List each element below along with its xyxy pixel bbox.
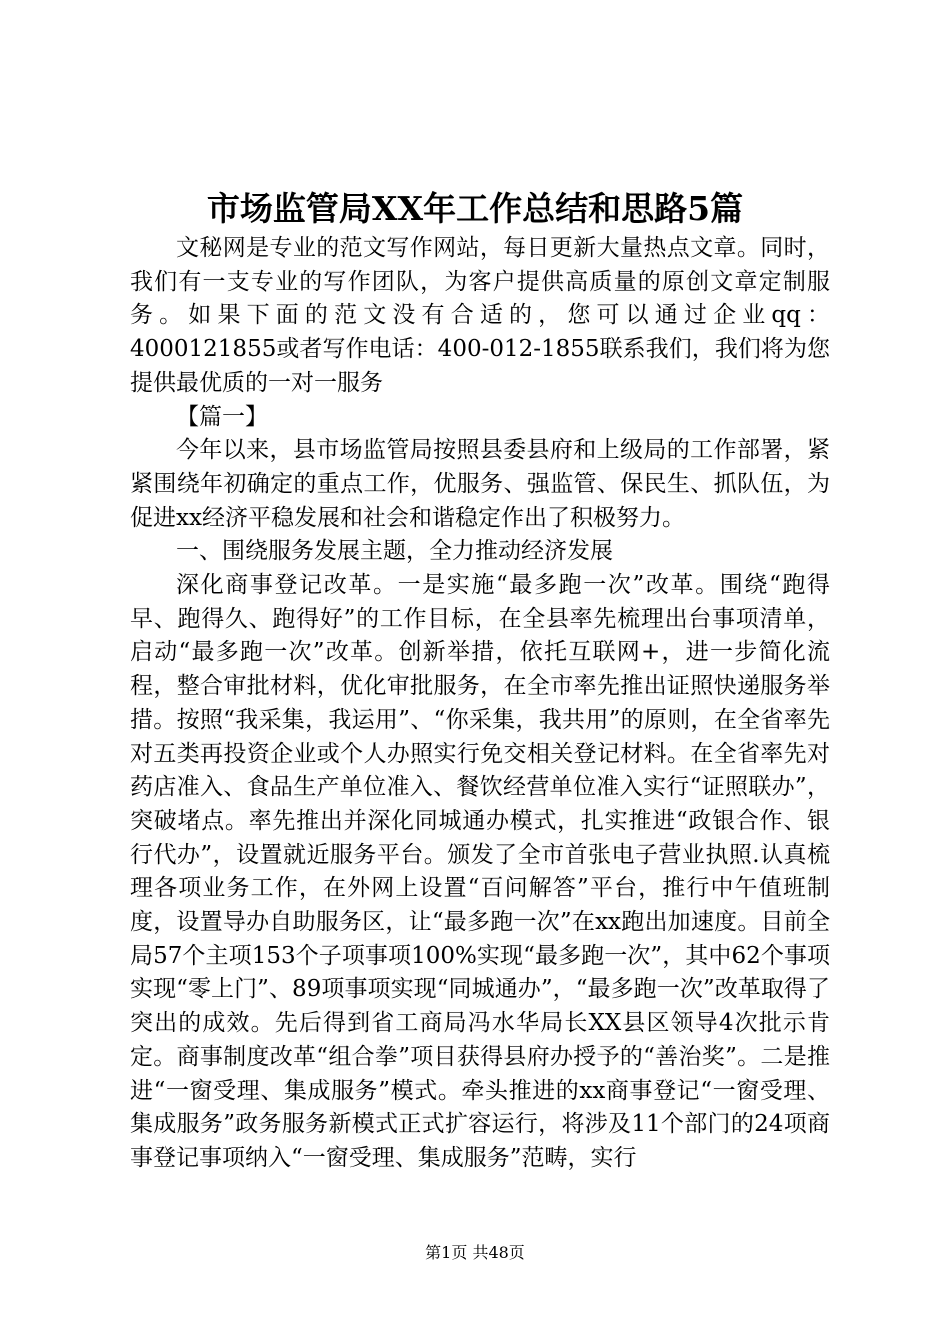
page-footer: 第1页 共48页 — [425, 1243, 525, 1262]
intro-paragraph: 文秘网是专业的范文写作网站，每日更新大量热点文章。同时，我们有一支专业的写作团队，为客户提供高质量的原创文章定制服务。如果下面的范文没有合适的，您可以通过企业qq：4000121855或者写作电话：400-012-1855联系我们，我们将为您提供最优质的一对一服务 — [130, 235, 830, 396]
document-body — [130, 232, 830, 1176]
body-paragraph: 深化商事登记改革。一是实施“最多跑一次”改革。围绕“跑得早、跑得久、跑得好”的工作目标，在全县率先梳理出台事项清单，启动“最多跑一次”改革。创新举措，依托互联网+，进一步简化流程，整合审批材料，优化审批服务，在全市率先推出证照快递服务举措。按照“我采集，我运用”、“你采集，我共用”的原则，在全省率先对五类再投资企业或个人办照实行免交相关登记材料。在全省率先对药店准入、食品生产单位准入、餐饮经营单位准入实行“证照联办”，突破堵点。率先推出并深化同城通办模式，扎实推进“政银合作、银行代办”，设置就近服务平台。颁发了全市首张电子营业执照.认真梳理各项业务工作，在外网上设置“百问解答”平台，推行中午值班制度，设置导办自助服务区，让“最多跑一次”在xx跑出加速度。目前全局57个主项153个子项事项100%实现“最多跑一次”，其中62个事项实现“零上门”、89项事项实现“同城通办”，“最多跑一次”改革取得了突出的成效。先后得到省工商局冯水华局长XX县区领导4次批示肯定。商事制度改革“组合拳”项目获得县府办授予的“善治奖”。二是推进“一窗受理、集成服务”模式。牵头推进的xx商事登记“一窗受理、集成服务”政务服务新模式正式扩容运行，将涉及11个部门的24项商事登记事项纳入“一窗受理、集成服务”范畴，实行 — [130, 572, 830, 1171]
section-heading-part-one: 【篇一】 — [176, 403, 268, 430]
body-paragraph: 今年以来，县市场监管局按照县委县府和上级局的工作部署，紧紧围绕年初确定的重点工作，优服务、强监管、保民生、抓队伍，为促进xx经济平稳发展和社会和谐稳定作出了积极努力。 — [130, 437, 830, 531]
document-title: 市场监管局XX年工作总结和思路5篇 — [206, 189, 744, 228]
section-heading: 一、围绕服务发展主题，全力推动经济发展 — [176, 538, 613, 565]
